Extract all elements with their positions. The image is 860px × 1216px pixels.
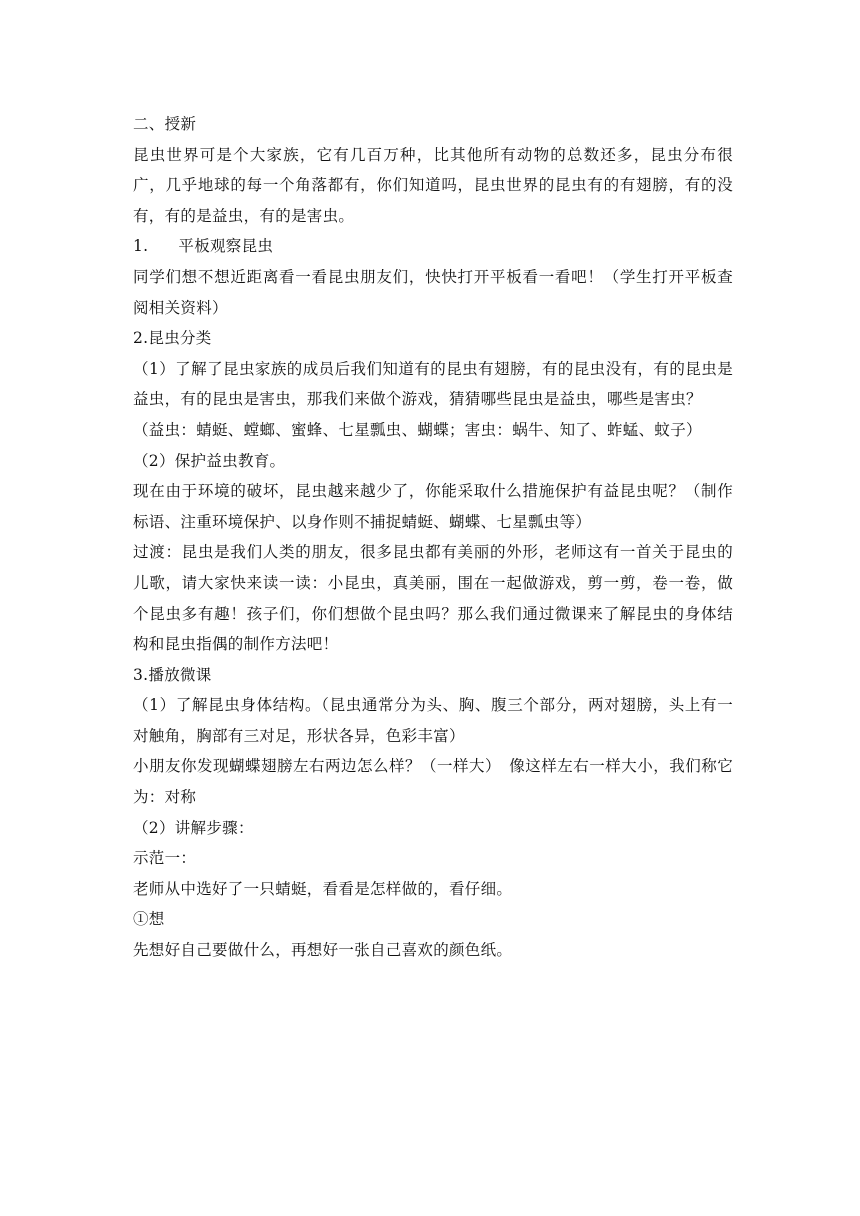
paragraph-tablet: 同学们想不想近距离看一看昆虫朋友们，快快打开平板看一看吧！（学生打开平板查阅相关资料） xyxy=(133,267,733,317)
list-number: 1. xyxy=(133,237,149,256)
subheading-classification: 2.昆虫分类 xyxy=(133,329,212,348)
subheading-microlesson: 3.播放微课 xyxy=(133,665,212,684)
paragraph-structure: （1）了解昆虫身体结构。（昆虫通常分为头、胸、腹三个部分，两对翅膀，头上有一对触角，胸部有三对足，形状各异，色彩丰富） xyxy=(133,696,733,745)
numbered-item-1 xyxy=(133,231,733,262)
paragraph-step-think: ①想 xyxy=(133,910,165,929)
paragraph-transition: 过渡：昆虫是我们人类的朋友，很多昆虫都有美丽的外形，老师这有一首关于昆虫的儿歌，请大家快来读一读：小昆虫，真美丽，围在一起做游戏，剪一剪，卷一卷，做个昆虫多有趣！孩子们，你们想做个昆虫吗？那么我们通过微课来了解昆虫的身体结构和昆虫指偶的制作方法吧！ xyxy=(133,543,733,654)
paragraph-demo-one: 示范一： xyxy=(133,849,197,868)
paragraph-symmetry: 小朋友你发现蝴蝶翅膀左右两边怎么样？（一样大） 像这样左右一样大小，我们称它为：对称 xyxy=(133,757,733,807)
paragraph-protect: 现在由于环境的破坏，昆虫越来越少了，你能采取什么措施保护有益昆虫呢？（制作标语、注重环境保护、以身作则不捕捉蜻蜓、蝴蝶、七星瓢虫等） xyxy=(133,482,733,531)
paragraph-intro: 昆虫世界可是个大家族，它有几百万种，比其他所有动物的总数还多，昆虫分布很广，几乎地球的每一个角落都有，你们知道吗，昆虫世界的昆虫有的有翅膀，有的没有，有的是益虫，有的是害虫。 xyxy=(133,145,733,225)
paragraph-answer: （益虫：蜻蜓、螳螂、蜜蜂、七星瓢虫、蝴蝶；害虫：蜗牛、知了、蚱蜢、蚊子） xyxy=(133,420,702,439)
document-body xyxy=(133,109,733,966)
section-heading: 二、授新 xyxy=(133,115,197,133)
paragraph-think-detail: 先想好自己要做什么，再想好一张自己喜欢的颜色纸。 xyxy=(133,941,513,960)
paragraph-protect-heading: （2）保护益虫教育。 xyxy=(133,451,286,470)
paragraph-steps-heading: （2）讲解步骤： xyxy=(133,818,254,837)
paragraph-game: （1）了解了昆虫家族的成员后我们知道有的昆虫有翅膀，有的昆虫没有，有的昆虫是益虫，有的昆虫是害虫，那我们来做个游戏，猜猜哪些昆虫是益虫，哪些是害虫？ xyxy=(133,359,733,409)
numbered-item-text: 平板观察昆虫 xyxy=(178,237,274,256)
paragraph-dragonfly: 老师从中选好了一只蜻蜓，看看是怎样做的，看仔细。 xyxy=(133,879,513,898)
